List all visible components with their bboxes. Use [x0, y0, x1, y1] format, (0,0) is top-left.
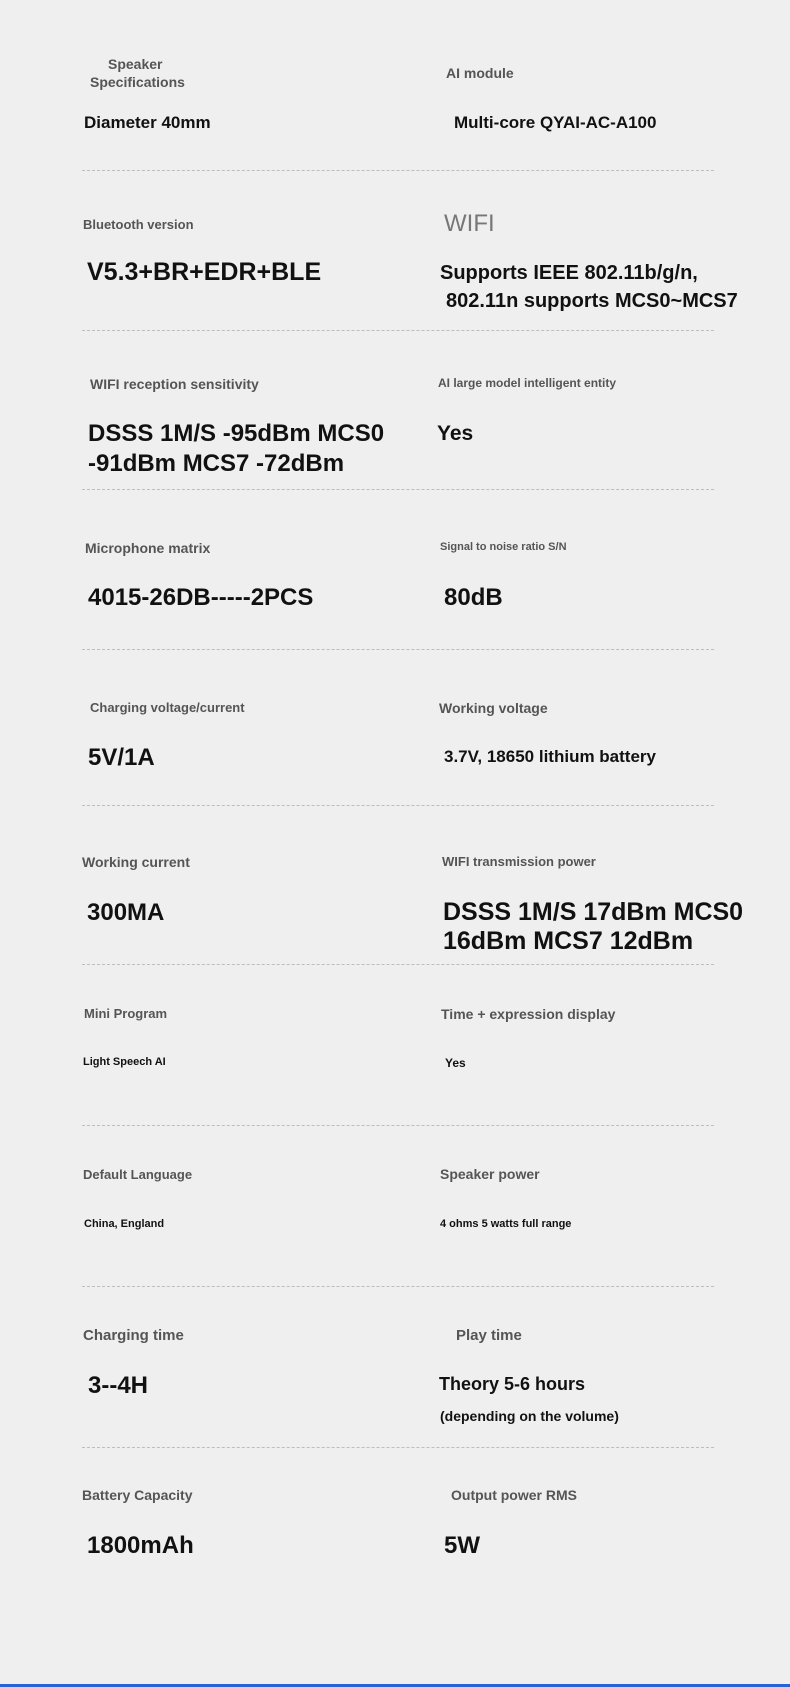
ai-module-label: AI module: [446, 65, 514, 81]
speaker-specifications-label-line2: Specifications: [90, 74, 185, 90]
time-expression-display-value: Yes: [445, 1056, 466, 1070]
working-voltage-value: 3.7V, 18650 lithium battery: [444, 747, 656, 766]
divider: [82, 489, 714, 490]
mini-program-value: Light Speech AI: [83, 1056, 166, 1068]
snr-value: 80dB: [444, 584, 503, 611]
divider: [82, 330, 714, 331]
wifi-reception-sensitivity-value-line2: -91dBm MCS7 -72dBm: [88, 450, 345, 477]
default-language-label: Default Language: [83, 1167, 193, 1182]
divider: [82, 1447, 714, 1448]
wifi-value-line2: 802.11n supports MCS0~MCS7: [446, 290, 738, 312]
speaker-power-label: Speaker power: [440, 1166, 540, 1182]
bluetooth-version-label: Bluetooth version: [83, 217, 194, 232]
wifi-reception-sensitivity-value-line1: DSSS 1M/S -95dBm MCS0: [88, 420, 385, 447]
working-current-value: 300MA: [87, 899, 165, 926]
output-power-rms-value: 5W: [444, 1532, 480, 1559]
divider: [82, 1125, 714, 1126]
microphone-matrix-value: 4015-26DB-----2PCS: [88, 584, 314, 611]
default-language-value: China, England: [84, 1218, 165, 1230]
divider: [82, 964, 714, 965]
play-time-value-line2: (depending on the volume): [440, 1408, 619, 1424]
divider: [82, 805, 714, 806]
working-voltage-label: Working voltage: [439, 700, 548, 716]
battery-capacity-label: Battery Capacity: [82, 1487, 193, 1503]
divider: [82, 1286, 714, 1287]
ai-large-model-value: Yes: [437, 422, 474, 445]
ai-large-model-label: AI large model intelligent entity: [438, 376, 617, 390]
mini-program-label: Mini Program: [84, 1006, 168, 1021]
wifi-label: WIFI: [444, 210, 495, 237]
wifi-transmission-power-label: WIFI transmission power: [442, 854, 596, 869]
charging-time-value: 3--4H: [88, 1372, 149, 1399]
microphone-matrix-label: Microphone matrix: [85, 540, 211, 556]
speaker-specifications-value: Diameter 40mm: [84, 113, 211, 132]
time-expression-display-label: Time + expression display: [441, 1006, 616, 1022]
wifi-value-line1: Supports IEEE 802.11b/g/n,: [440, 262, 698, 284]
battery-capacity-value: 1800mAh: [87, 1532, 194, 1559]
charging-time-label: Charging time: [83, 1327, 184, 1344]
play-time-label: Play time: [456, 1327, 522, 1344]
charging-voltage-current-value: 5V/1A: [88, 744, 155, 771]
charging-voltage-current-label: Charging voltage/current: [90, 700, 245, 715]
output-power-rms-label: Output power RMS: [451, 1487, 577, 1503]
ai-module-value: Multi-core QYAI-AC-A100: [454, 113, 657, 132]
wifi-transmission-power-value-line2: 16dBm MCS7 12dBm: [443, 927, 694, 955]
divider: [82, 649, 714, 650]
speaker-specifications-label-line1: Speaker: [108, 56, 163, 72]
speaker-power-value: 4 ohms 5 watts full range: [440, 1218, 572, 1230]
divider: [82, 170, 714, 171]
working-current-label: Working current: [82, 854, 190, 870]
play-time-value-line1: Theory 5-6 hours: [439, 1374, 586, 1394]
wifi-transmission-power-value-line1: DSSS 1M/S 17dBm MCS0: [443, 898, 744, 926]
snr-label: Signal to noise ratio S/N: [440, 541, 567, 553]
wifi-reception-sensitivity-label: WIFI reception sensitivity: [90, 376, 259, 392]
bluetooth-version-value: V5.3+BR+EDR+BLE: [87, 258, 322, 286]
